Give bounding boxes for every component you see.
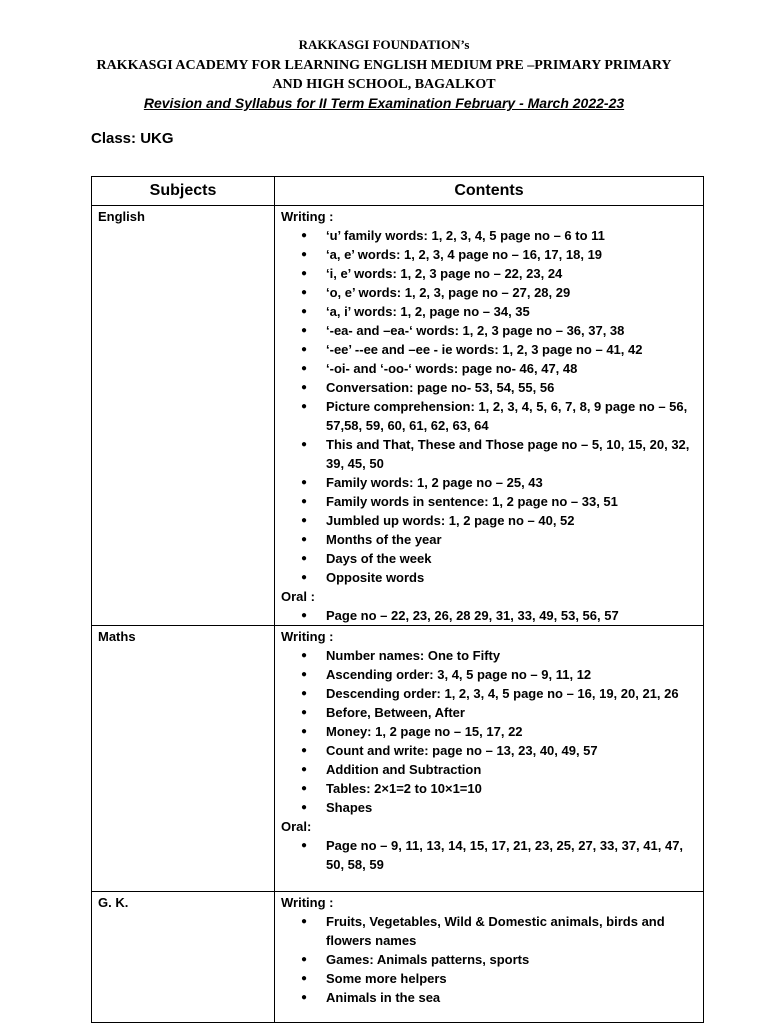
list-item [281,359,697,378]
list-item-text: Page no – 9, 11, 13, 14, 15, 17, 21, 23, 25, 27, 33, 37, 41, 47, 50, 58, 59 [326,838,684,872]
list-item-text: ‘-ea- and –ea-‘ words: 1, 2, 3 page no – 36, 37, 38 [326,323,625,338]
list-item-text: ‘a, e’ words: 1, 2, 3, 4 page no – 16, 17, 18, 19 [326,247,603,262]
bullet-icon: ● [301,992,308,1003]
revision-title: Revision and Syllabus for II Term Examination February - March 2022-23 [143,95,625,111]
table-row-gk [92,892,704,1023]
writing-list [281,226,697,587]
document-header [0,36,768,112]
bullet-icon: ● [301,496,308,507]
list-item [281,760,697,779]
subject-name: English [98,209,145,224]
subject-name: G. K. [98,895,129,910]
bullet-icon: ● [301,363,308,374]
list-item-text: ‘-oi- and ‘-oo-‘ words: page no- 46, 47, 48 [326,361,578,376]
list-item-text: Some more helpers [326,971,447,986]
bullet-icon: ● [301,325,308,336]
list-item-text: ‘u’ family words: 1, 2, 3, 4, 5 page no – 6 to 11 [326,228,605,243]
oral-label: Oral : [281,589,315,604]
bullet-icon: ● [301,534,308,545]
contents-cell [275,206,704,626]
bullet-icon: ● [301,783,308,794]
bullet-icon: ● [301,916,308,927]
list-item-text: Descending order: 1, 2, 3, 4, 5 page no – 16, 19, 20, 21, 26 [326,686,679,701]
bullet-icon: ● [301,688,308,699]
contents-cell [275,626,704,892]
bullet-icon: ● [301,515,308,526]
list-item [281,302,697,321]
table-row-english [92,206,704,626]
subject-cell [92,206,275,626]
list-item [281,397,697,435]
bullet-icon: ● [301,669,308,680]
list-item [281,606,697,625]
list-item-text: Opposite words [326,570,425,585]
list-item-text: Page no – 22, 23, 26, 28 29, 31, 33, 49, 53, 56, 57 [326,608,619,623]
list-item [281,340,697,359]
list-item-text: This and That, These and Those page no – 5, 10, 15, 20, 32, 39, 45, 50 [326,437,690,471]
list-item [281,283,697,302]
list-item-text: Family words in sentence: 1, 2 page no – 33, 51 [326,494,618,509]
list-item-text: Tables: 2×1=2 to 10×1=10 [326,781,482,796]
bullet-icon: ● [301,268,308,279]
bullet-icon: ● [301,726,308,737]
writing-label: Writing : [281,895,334,910]
list-item-text: Money: 1, 2 page no – 15, 17, 22 [326,724,523,739]
oral-label: Oral: [281,819,312,834]
bullet-icon: ● [301,610,308,621]
subject-name: Maths [98,629,136,644]
list-item-text: Before, Between, After [326,705,465,720]
bullet-icon: ● [301,230,308,241]
list-item [281,836,697,874]
bullet-icon: ● [301,745,308,756]
list-item [281,722,697,741]
list-item [281,969,697,988]
syllabus-table [91,176,704,1023]
list-item-text: ‘-ee’ --ee and –ee - ie words: 1, 2, 3 page no – 41, 42 [326,342,643,357]
bullet-icon: ● [301,572,308,583]
list-item [281,511,697,530]
list-item [281,473,697,492]
list-item [281,779,697,798]
list-item [281,264,697,283]
list-item [281,378,697,397]
bullet-icon: ● [301,287,308,298]
bullet-icon: ● [301,802,308,813]
list-item-text: ‘i, e’ words: 1, 2, 3 page no – 22, 23, 24 [326,266,563,281]
bullet-icon: ● [301,707,308,718]
list-item-text: ‘a, i’ words: 1, 2, page no – 34, 35 [326,304,530,319]
table-row-maths [92,626,704,892]
oral-list [281,836,697,874]
table-header-row [92,177,704,206]
list-item-text: Fruits, Vegetables, Wild & Domestic animals, birds and flowers names [326,914,665,948]
list-item [281,703,697,722]
list-item-text: Picture comprehension: 1, 2, 3, 4, 5, 6, 7, 8, 9 page no – 56, 57,58, 59, 60, 61, 62, 63, 64 [326,399,688,433]
list-item-text: Conversation: page no- 53, 54, 55, 56 [326,380,555,395]
list-item [281,988,697,1007]
oral-list [281,606,697,625]
list-item-text: Games: Animals patterns, sports [326,952,530,967]
list-item-text: Animals in the sea [326,990,441,1005]
contents-cell [275,892,704,1023]
bullet-icon: ● [301,477,308,488]
bullet-icon: ● [301,344,308,355]
subject-cell [92,626,275,892]
list-item-text: Shapes [326,800,373,815]
bullet-icon: ● [301,954,308,965]
writing-label: Writing : [281,629,334,644]
class-label: Class: UKG [91,130,174,147]
list-item-text: Family words: 1, 2 page no – 25, 43 [326,475,543,490]
writing-list [281,646,697,817]
list-item-text: Jumbled up words: 1, 2 page no – 40, 52 [326,513,575,528]
list-item [281,684,697,703]
contents-header: Contents [275,177,704,206]
list-item-text: Months of the year [326,532,442,547]
writing-label: Writing : [281,209,334,224]
list-item-text: Days of the week [326,551,432,566]
bullet-icon: ● [301,973,308,984]
bullet-icon: ● [301,840,308,851]
list-item-text: Ascending order: 3, 4, 5 page no – 9, 11, 12 [326,667,592,682]
foundation-name: RAKKASGI FOUNDATION’s [298,37,470,52]
bullet-icon: ● [301,382,308,393]
bullet-icon: ● [301,439,308,450]
list-item-text: Number names: One to Fifty [326,648,501,663]
list-item [281,492,697,511]
list-item [281,245,697,264]
bullet-icon: ● [301,306,308,317]
list-item [281,798,697,817]
bullet-icon: ● [301,401,308,412]
bullet-icon: ● [301,249,308,260]
subjects-header: Subjects [92,177,275,206]
list-item [281,530,697,549]
bullet-icon: ● [301,764,308,775]
list-item [281,568,697,587]
list-item [281,435,697,473]
list-item [281,912,697,950]
list-item [281,950,697,969]
list-item-text: Addition and Subtraction [326,762,482,777]
bullet-icon: ● [301,650,308,661]
subject-cell [92,892,275,1023]
list-item [281,549,697,568]
academy-name: RAKKASGI ACADEMY FOR LEARNING ENGLISH MEDIUM PRE –PRIMARY PRIMARY AND HIGH SCHOOL, BAGALKOT [96,58,672,92]
list-item-text: Count and write: page no – 13, 23, 40, 49, 57 [326,743,598,758]
bullet-icon: ● [301,553,308,564]
list-item [281,741,697,760]
list-item [281,665,697,684]
list-item [281,226,697,245]
list-item-text: ‘o, e’ words: 1, 2, 3, page no – 27, 28, 29 [326,285,571,300]
writing-list [281,912,697,1007]
list-item [281,321,697,340]
list-item [281,646,697,665]
